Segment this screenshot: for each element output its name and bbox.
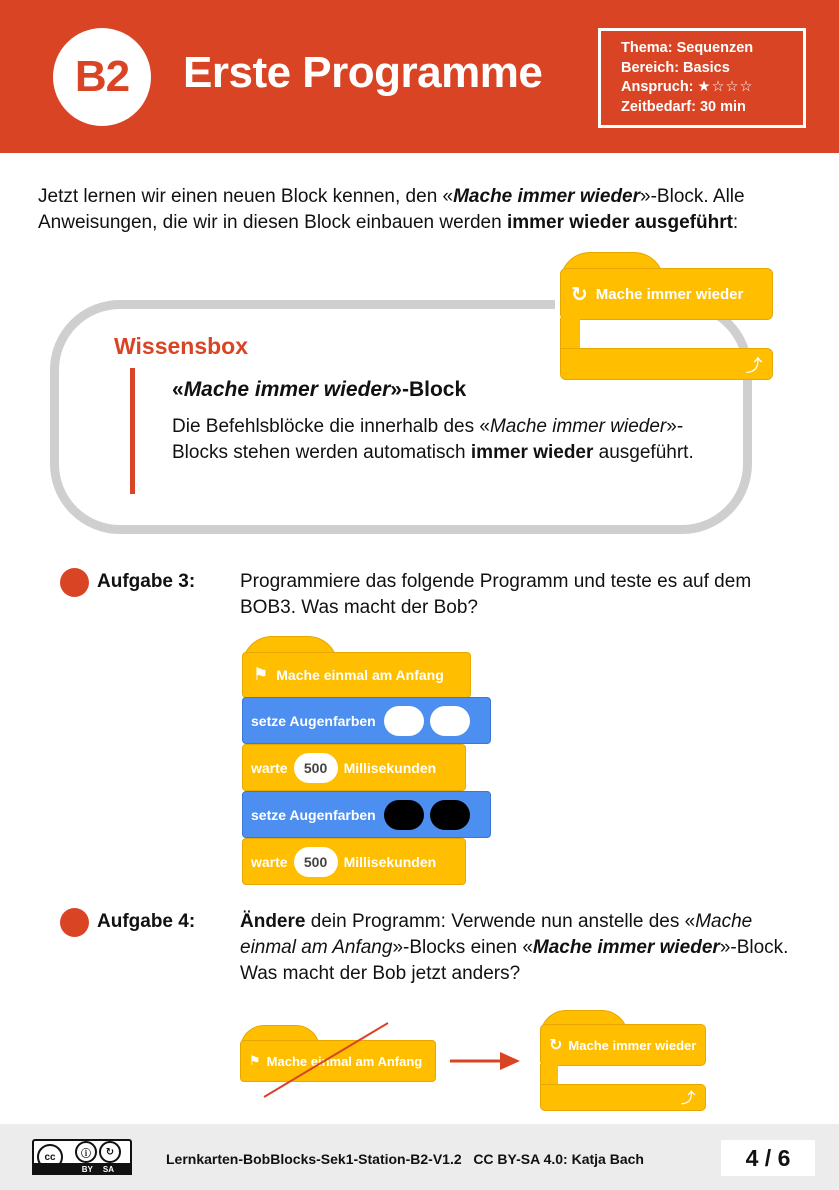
meta-thema: Thema: Sequenzen xyxy=(621,40,754,56)
block-wait-1: warte 500 Millisekunden xyxy=(242,744,466,791)
old-block-start-once: ⚑ Mache einmal am Anfang xyxy=(240,1040,436,1082)
arrow-right-icon xyxy=(450,1050,522,1072)
intro-paragraph: Jetzt lernen wir einen neuen Block kennen, den «Mache immer wieder»-Block. Alle Anweisungen, die wir in diesen Block einbauen werden immer wieder ausgeführt: xyxy=(38,186,745,233)
flag-icon: ⚑ xyxy=(249,1053,261,1068)
loop-icon: ↻ xyxy=(549,1037,563,1054)
wait-1-value: 500 xyxy=(294,753,338,783)
eye-color-left-white xyxy=(384,706,424,736)
block-set-eye-color-black: setze Augenfarben xyxy=(242,791,491,838)
block-wait-2: warte 500 Millisekunden xyxy=(242,838,466,885)
wissensbox-heading: «Mache immer wieder»-Block xyxy=(172,378,467,401)
task-3-text: Programmiere das folgende Programm und teste es auf dem BOB3. Was macht der Bob? xyxy=(240,571,752,618)
new-forever-block-bottom xyxy=(540,1084,706,1111)
return-arrow-icon: ⤴ xyxy=(745,357,762,375)
loop-icon: ↻ xyxy=(571,283,588,306)
wait-2-value: 500 xyxy=(294,847,338,877)
sa-icon: ↻ xyxy=(99,1141,121,1163)
meta-info-box xyxy=(598,28,806,128)
new-forever-block: ↻ Mache immer wieder xyxy=(540,1024,706,1066)
task-bullet-icon xyxy=(60,908,89,937)
wissensbox-text: Die Befehlsblöcke die innerhalb des «Mache immer wieder»-Blocks stehen werden automatisch immer wieder ausgeführt. xyxy=(172,416,694,463)
forever-block-bottom xyxy=(560,348,773,380)
wissensbox-accent-bar xyxy=(130,368,135,494)
eye-color-left-black xyxy=(384,800,424,830)
wissensbox-title: Wissensbox xyxy=(114,333,249,359)
task-bullet-icon xyxy=(60,568,89,597)
eye-color-right-white xyxy=(430,706,470,736)
return-arrow-icon: ⤴ xyxy=(681,1089,695,1106)
page-number: 4 / 6 xyxy=(721,1140,815,1176)
footer-text: Lernkarten-BobBlocks-Sek1-Station-B2-V1.2 CC BY-SA 4.0: Katja Bach xyxy=(166,1151,644,1167)
meta-bereich: Bereich: Basics xyxy=(621,59,730,76)
eye-color-right-black xyxy=(430,800,470,830)
star-rating-icon: ★☆☆☆ xyxy=(697,79,754,95)
cc-icon: cc xyxy=(37,1144,63,1170)
meta-zeitbedarf: Zeitbedarf: 30 min xyxy=(621,98,746,115)
by-icon: ⓘ xyxy=(75,1141,97,1163)
forever-block: ↻ Mache immer wieder xyxy=(560,268,773,320)
meta-anspruch: Anspruch: ★☆☆☆ xyxy=(621,79,754,95)
task-4-label: Aufgabe 4: xyxy=(97,911,196,932)
block-start-once: ⚑ Mache einmal am Anfang xyxy=(242,652,471,698)
page-title: Erste Programme xyxy=(183,48,543,97)
flag-icon: ⚑ xyxy=(253,665,269,684)
block-set-eye-color-white: setze Augenfarben xyxy=(242,697,491,744)
station-badge: B2 xyxy=(53,28,151,126)
task-3-label: Aufgabe 3: xyxy=(97,571,196,592)
strikethrough-line-icon xyxy=(260,1020,395,1100)
task-4-text: Ändere dein Programm: Verwende nun anstelle des «Mache einmal am Anfang»-Blocks einen «Mache immer wieder»-Block. Was macht der Bob jetzt anders? xyxy=(240,911,789,984)
